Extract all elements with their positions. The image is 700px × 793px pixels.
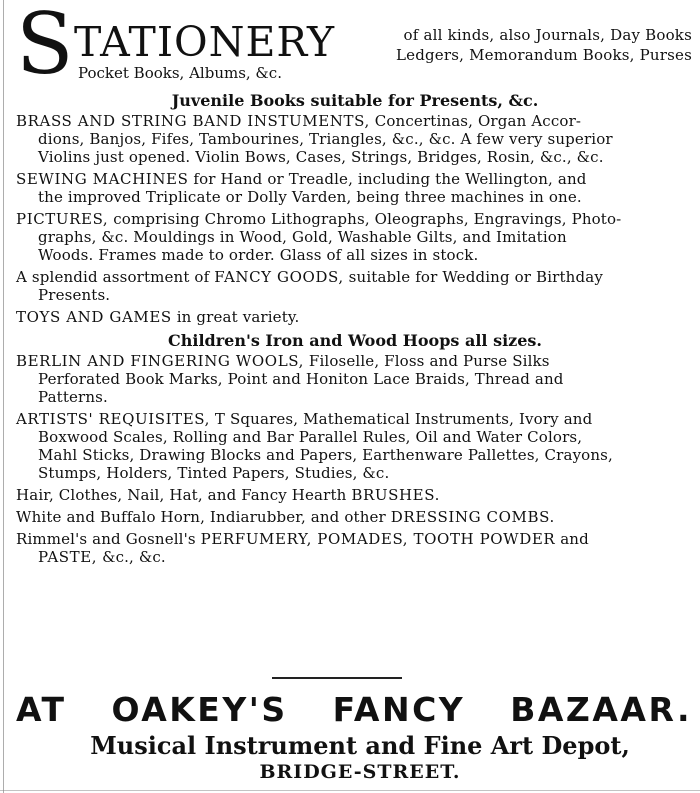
fancy-text: suitable for Wedding or Birthday [343, 268, 603, 286]
hoops-heading: Children's Iron and Wood Hoops all sizes. [168, 331, 542, 350]
pictures-text: comprising Chromo Lithographs, Oleographs, Engravings, Photo- [108, 210, 622, 228]
pictures-lead: PICTURES, [16, 210, 109, 228]
artists-lead: ARTISTS' REQUISITES, [16, 410, 211, 428]
footer-depot-line: Musical Instrument and Fine Art Depot, [90, 731, 630, 760]
juvenile-books-heading: Juvenile Books suitable for Presents, &c. [171, 91, 539, 110]
perfumery-lead: PERFUMERY, POMADES, TOOTH POWDER [200, 530, 556, 548]
sewing-cont-1: the improved Triplicate or Dolly Varden, being three machines in one. [38, 188, 582, 206]
toys-text: in great variety. [171, 308, 300, 326]
berlin-cont-1: Perforated Book Marks, Point and Honiton Lace Braids, Thread and [38, 370, 564, 388]
title-rest: TATIONERY [74, 18, 336, 66]
brushes-paragraph [16, 486, 694, 504]
perfumery-cont-lead: PASTE, [38, 548, 98, 566]
berlin-lead: BERLIN AND FINGERING WOOLS, [16, 352, 304, 370]
berlin-cont-2: Patterns. [38, 388, 108, 406]
pictures-cont-2: Woods. Frames made to order. Glass of all sizes in stock. [38, 246, 479, 264]
perfumery-cont-text: &c., &c. [97, 548, 166, 566]
brass-text: Concertinas, Organ Accor- [369, 112, 582, 130]
perfumery-paragraph [16, 530, 694, 566]
header-line-2: Ledgers, Memorandum Books, Purses [395, 46, 692, 64]
sewing-paragraph [16, 170, 694, 206]
brass-paragraph [16, 112, 694, 166]
toys-paragraph [16, 308, 694, 326]
header-line-3: Pocket Books, Albums, &c. [78, 64, 282, 82]
brushes-pre: Hair, Clothes, Nail, Hat, and Fancy Hearth [16, 486, 352, 504]
fancy-cont-1: Presents. [38, 286, 111, 304]
perfumery-cont-1 [16, 548, 694, 566]
header [16, 0, 696, 93]
fancy-lead: FANCY GOODS, [214, 268, 344, 286]
left-rule [3, 0, 4, 793]
toys-lead: TOYS AND GAMES [16, 308, 172, 326]
artists-text: T Squares, Mathematical Instruments, Ivory and [210, 410, 593, 428]
brushes-lead: BRUSHES. [351, 486, 440, 504]
artists-paragraph [16, 410, 694, 482]
berlin-text: Filoselle, Floss and Purse Silks [303, 352, 550, 370]
combs-lead: DRESSING COMBS. [390, 508, 555, 526]
combs-pre: White and Buffalo Horn, Indiarubber, and other [16, 508, 391, 526]
fancy-goods-paragraph [16, 268, 694, 304]
berlin-paragraph [16, 352, 694, 406]
brass-cont-1: dions, Banjos, Fifes, Tambourines, Triangles, &c., &c. A few very superior [38, 130, 613, 148]
fancy-pre: A splendid assortment of [16, 268, 215, 286]
pictures-paragraph [16, 210, 694, 264]
footer-bazaar-name: AT OAKEY'S FANCY BAZAAR. [16, 690, 692, 729]
title-initial: S [16, 0, 73, 93]
combs-paragraph [16, 508, 694, 526]
divider-rule [272, 677, 402, 679]
brass-lead: BRASS AND STRING BAND INSTUMENTS, [16, 112, 370, 130]
brass-cont-2: Violins just opened. Violin Bows, Cases, Strings, Bridges, Rosin, &c., &c. [38, 148, 604, 166]
perfumery-text: and [555, 530, 589, 548]
perfumery-pre: Rimmel's and Gosnell's [16, 530, 201, 548]
sewing-lead: SEWING MACHINES [16, 170, 189, 188]
header-line-1: of all kinds, also Journals, Day Books [403, 26, 692, 44]
artists-cont-2: Mahl Sticks, Drawing Blocks and Papers, Earthenware Pallettes, Crayons, [38, 446, 613, 464]
footer-address: BRIDGE-STREET. [259, 761, 461, 783]
artists-cont-3: Stumps, Holders, Tinted Papers, Studies, &c. [38, 464, 390, 482]
bottom-rule [0, 790, 700, 791]
artists-cont-1: Boxwood Scales, Rolling and Bar Parallel Rules, Oil and Water Colors, [38, 428, 583, 446]
ad-body [16, 90, 694, 570]
sewing-text: for Hand or Treadle, including the Wellington, and [188, 170, 587, 188]
pictures-cont-1: graphs, &c. Mouldings in Wood, Gold, Washable Gilts, and Imitation [38, 228, 567, 246]
